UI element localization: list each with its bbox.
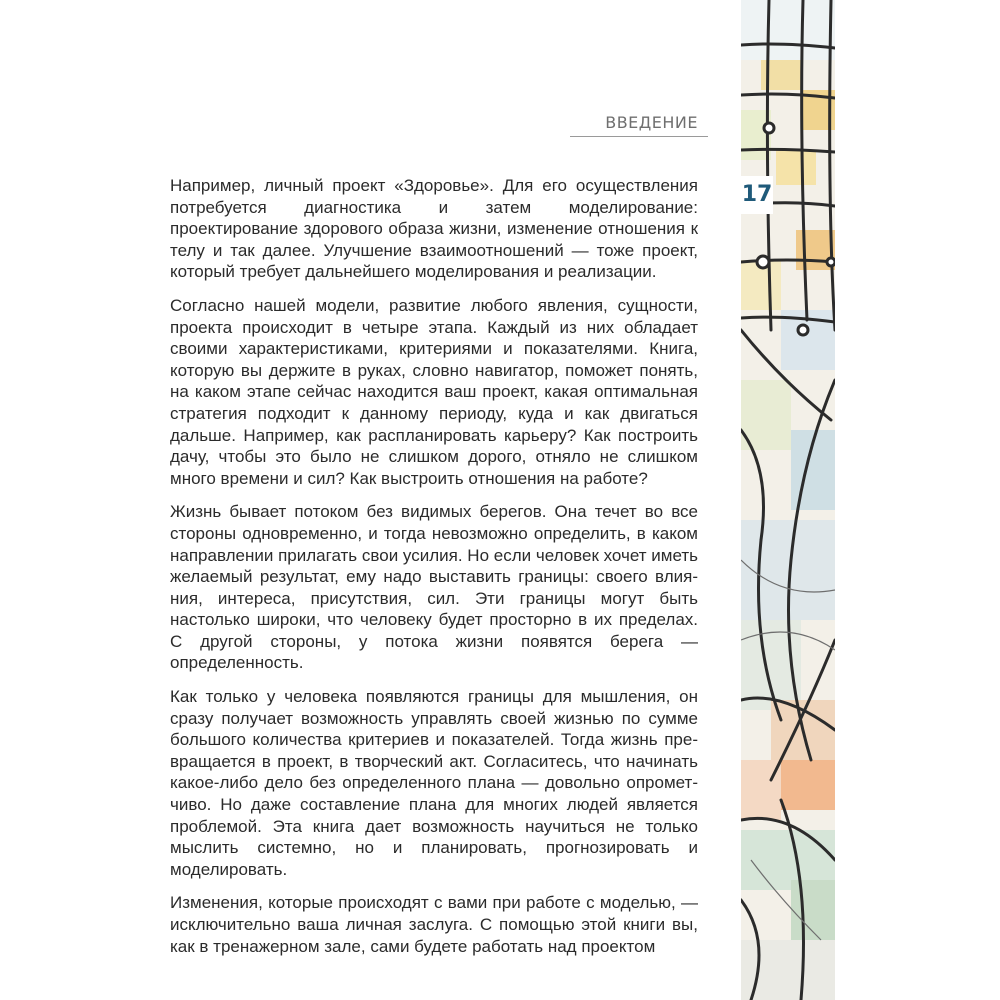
- decorative-art-strip: [741, 0, 835, 1000]
- section-title: ВВЕДЕНИЕ: [605, 113, 698, 132]
- running-header: [570, 112, 708, 137]
- paragraph-1: Например, личный проект «Здоровье». Для его осуществления потребуется диагностика и затем моделирование: проектирование здорового образа жизни, изменение отношения к телу и так далее. Улучшение взаимоотношений — тоже проект, который требует дальнейшего моделирования и реализации.: [170, 176, 698, 282]
- paragraph-5: Изменения, которые происходят с вами при работе с моделью, — исключительно ваша личная заслуга. С помощью этой книги вы, как в тренажерном зале, сами будете работать над проектом: [170, 893, 698, 956]
- paragraph-2: Согласно нашей модели, развитие любого явления, сущности, проекта происходит в четыре этапа. Каждый из них обладает своими характеристиками, критериями и показателями. Книга, которую вы держите в руках, словно навигатор, поможет понять, на каком этапе сейчас находится ваш проект, какая оптимальная стратегия подходит к данному периоду, куда и как двигаться дальше. Например, как распланировать карьеру? Как построить дачу, чтобы это было не слишком дорого, отняло не слишком много времени и сил? Как выстроить отношения на работе?: [170, 295, 698, 488]
- body-text: [170, 175, 698, 969]
- paragraph-3: Жизнь бывает потоком без видимых берегов. Она течет во все стороны одновременно, и тогда невозможно определить, в каком направлении прилагать свои усилия. Но если человек хочет иметь желаемый результат, ему надо выставить границы: своего влияния, интереса, присутствия, сил. Эти границы могут быть настолько широки, что человеку будет просторно в их пределах. С другой стороны, у потока жизни появятся берега — определенность.: [170, 502, 698, 673]
- page-number: 17: [741, 176, 773, 214]
- stained-glass-illustration: [741, 0, 835, 1000]
- header-rule: [570, 136, 708, 137]
- paragraph-4: Как только у человека появляются границы для мышления, он сразу получает возможность управлять своей жизнью по сумме большого количества критериев и показателей. Тогда жизнь превращается в проект, в творческий акт. Согласитесь, что начинать какое-либо дело без определенного плана — довольно опрометчиво. Но даже составление плана для многих людей является проблемой. Эта книга дает возможность научиться не только мыслить системно, но и планировать, прогнозировать и моделировать.: [170, 687, 698, 879]
